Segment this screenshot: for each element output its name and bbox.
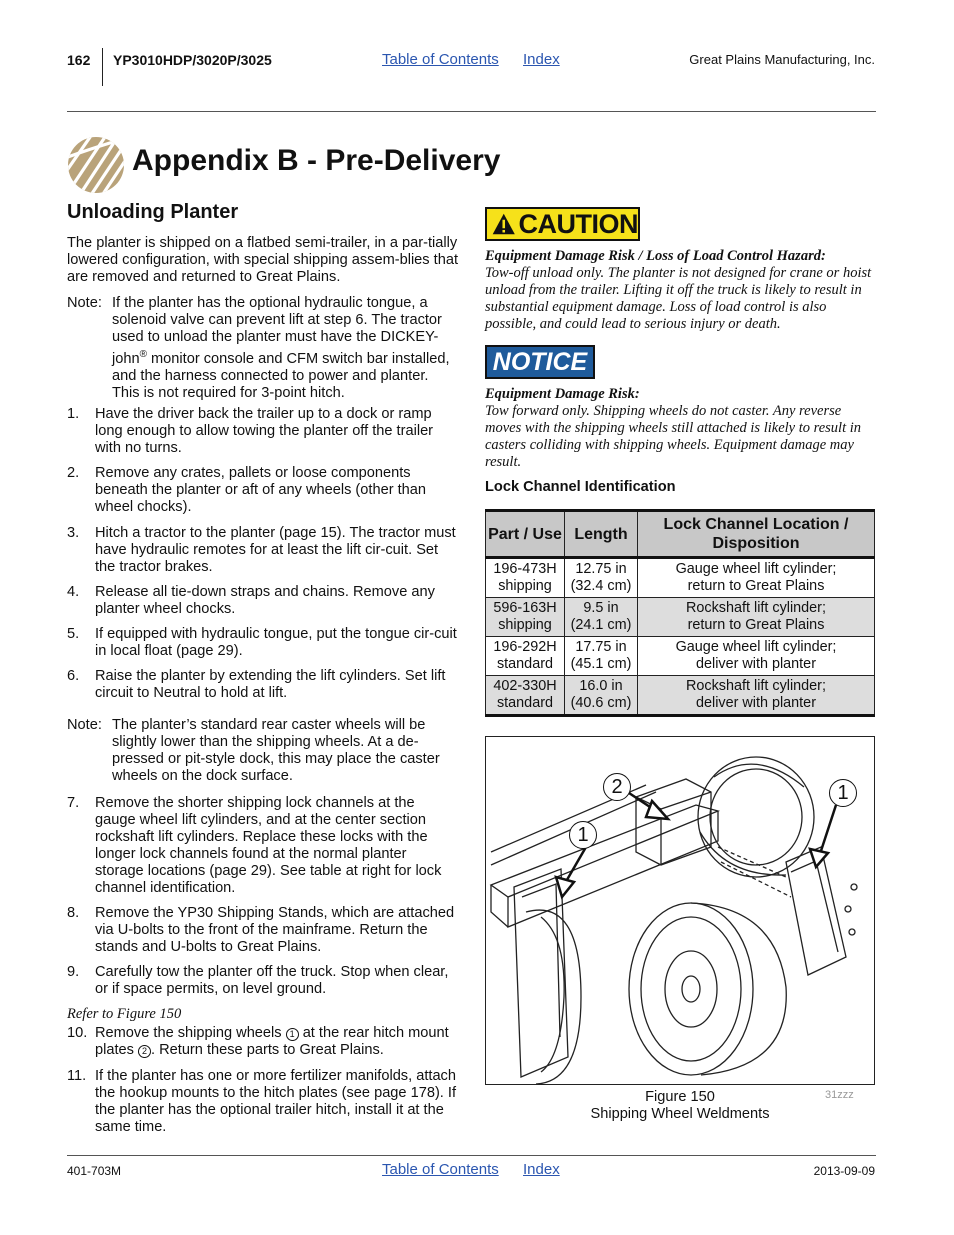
page-number: 162 [67, 52, 91, 68]
note-caster-wheels [67, 717, 459, 785]
list-item: 4. Release all tie-down straps and chains. Remove any planter wheel chocks. [67, 584, 435, 617]
model-name: YP3010HDP/3020P/3025 [113, 52, 272, 68]
section-title: Unloading Planter [67, 201, 239, 223]
column-header: Length [565, 511, 638, 558]
note-text-cont: monitor console and CFM switch bar installed, and the harness connected to power and planter. This is not required for 3-point hitch. [112, 350, 450, 401]
list-item: 7. Remove the shorter shipping lock channels at the gauge wheel lift cylinders, and at the center section rockshaft lift cylinders. Replace these locks with the longer lock channels found at the normal planter storage locations (page 29). See table at right for lock channel identification. [67, 795, 442, 896]
index-link[interactable]: Index [523, 51, 560, 68]
list-item: 11. If the planter has one or more fertilizer manifolds, attach the hookup mounts to the hitch plates (see page 178). If the planter has the optional trailer hitch, install it at the same time. [67, 1068, 457, 1135]
figure-number: Figure 150 [645, 1089, 715, 1105]
table-caption: Lock Channel Identification [485, 479, 676, 495]
list-item: 9. Carefully tow the planter off the truck. Stop when clear, or if space permits, on level ground. [67, 964, 449, 997]
footer-index-link[interactable]: Index [523, 1161, 560, 1178]
callout-1-inline: 1 [286, 1028, 299, 1041]
figure-code: 31zzz [825, 1089, 854, 1101]
caution-text: CAUTION [518, 208, 638, 239]
footer-rule [67, 1155, 876, 1156]
list-item: 5. If equipped with hydraulic tongue, put the tongue cir-cuit in local float (page 29). [67, 626, 457, 659]
note-text: The planter’s standard rear caster wheels will be slightly lower than the shipping wheels. At a de-pressed or pit-style dock, this may place the caster wheels on the dock surface. [112, 717, 440, 784]
table-header-row [486, 511, 875, 558]
note-label: Note: [67, 295, 102, 311]
notice-text: NOTICE [492, 347, 588, 376]
lock-channel-table [485, 509, 875, 717]
callout-2: 2 [603, 773, 631, 801]
shipping-wheel-illustration [486, 737, 874, 1084]
notice-label [485, 345, 595, 379]
list-item: 8. Remove the YP30 Shipping Stands, which are attached via U-bolts to the front of the mainframe. Return the stands and U-bolts to Great Plains. [67, 905, 455, 955]
caution-heading: Equipment Damage Risk / Loss of Load Control Hazard: [485, 248, 826, 264]
note-label: Note: [67, 717, 102, 733]
note-text: If the planter has the optional hydraulic tongue, a solenoid valve can prevent lift at step 6. The tractor used to unload the planter must have the DICKEY-john [112, 295, 442, 367]
intro-paragraph: The planter is shipped on a flatbed semi-trailer, in a par-tially lowered configuration, with special shipping assem-blies that are removed and returned to Great Plains. [67, 235, 458, 285]
figure-frame [485, 736, 875, 1085]
registered-mark: ® [139, 349, 147, 360]
revision-date: 2013-09-09 [813, 1164, 875, 1178]
figure-label [485, 1089, 875, 1123]
notice-message [485, 386, 877, 471]
table-row: 596-163H shipping 9.5 in (24.1 cm) Rockshaft lift cylinder; return to Great Plains [486, 598, 875, 637]
list-item: 6. Raise the planter by extending the lift cylinders. Set lift circuit to Neutral to hold at lift. [67, 668, 446, 701]
header-rule [67, 111, 876, 112]
list-item: 10. Remove the shipping wheels 1 at the rear hitch mount plates 2 . Return these parts to Great Plains. [67, 1025, 449, 1058]
callout-1: 1 [569, 821, 597, 849]
table-row: 196-292H standard 17.75 in (45.1 cm) Gauge wheel lift cylinder; deliver with planter [486, 637, 875, 676]
notice-body: Tow forward only. Shipping wheels do not caster. Any reverse moves with the shipping wheels still attached is likely to result in casters colliding with shipping wheels. Equipment damage may result. [485, 403, 862, 470]
callout-2-inline: 2 [138, 1045, 151, 1058]
warning-triangle-icon [491, 210, 517, 238]
caution-label [485, 207, 640, 241]
list-item: 2. Remove any crates, pallets or loose components beneath the planter or aft of any wheels (other than wheel chocks). [67, 465, 427, 515]
great-plains-logo-icon [67, 136, 125, 194]
figure-caption: Shipping Wheel Weldments [590, 1106, 770, 1122]
header-divider [102, 48, 103, 86]
doc-number: 401-703M [67, 1164, 122, 1178]
column-header: Part / Use [486, 511, 565, 558]
callout-1: 1 [829, 779, 857, 807]
list-item: 3. Hitch a tractor to the planter (page 15). The tractor must have hydraulic remotes for at least the lift cir-cuit. Set the tractor brakes. [67, 525, 456, 575]
table-row: 196-473H shipping 12.75 in (32.4 cm) Gauge wheel lift cylinder; return to Great Plains [486, 558, 875, 598]
caution-body: Tow-off unload only. The planter is not designed for crane or hoist unload from the trailer. Lifting it off the truck is likely to result in substantial equipment damage. Loss of load control is also possible, and could lead to serious injury or death. [485, 265, 872, 332]
toc-link[interactable]: Table of Contents [382, 51, 499, 68]
figure-reference: Refer to Figure 150 [67, 1006, 182, 1022]
footer-toc-link[interactable]: Table of Contents [382, 1161, 499, 1178]
company-name: Great Plains Manufacturing, Inc. [689, 52, 875, 67]
page-title: Appendix B - Pre-Delivery [132, 144, 501, 177]
column-header: Lock Channel Location / Disposition [638, 511, 875, 558]
list-item: 1. Have the driver back the trailer up to a dock or ramp long enough to allow towing the planter off the trailer with no turns. [67, 406, 434, 456]
notice-heading: Equipment Damage Risk: [485, 386, 640, 402]
caution-message [485, 248, 877, 333]
note-hydraulic-tongue [67, 295, 459, 402]
table-row: 402-330H standard 16.0 in (40.6 cm) Rockshaft lift cylinder; deliver with planter [486, 676, 875, 716]
